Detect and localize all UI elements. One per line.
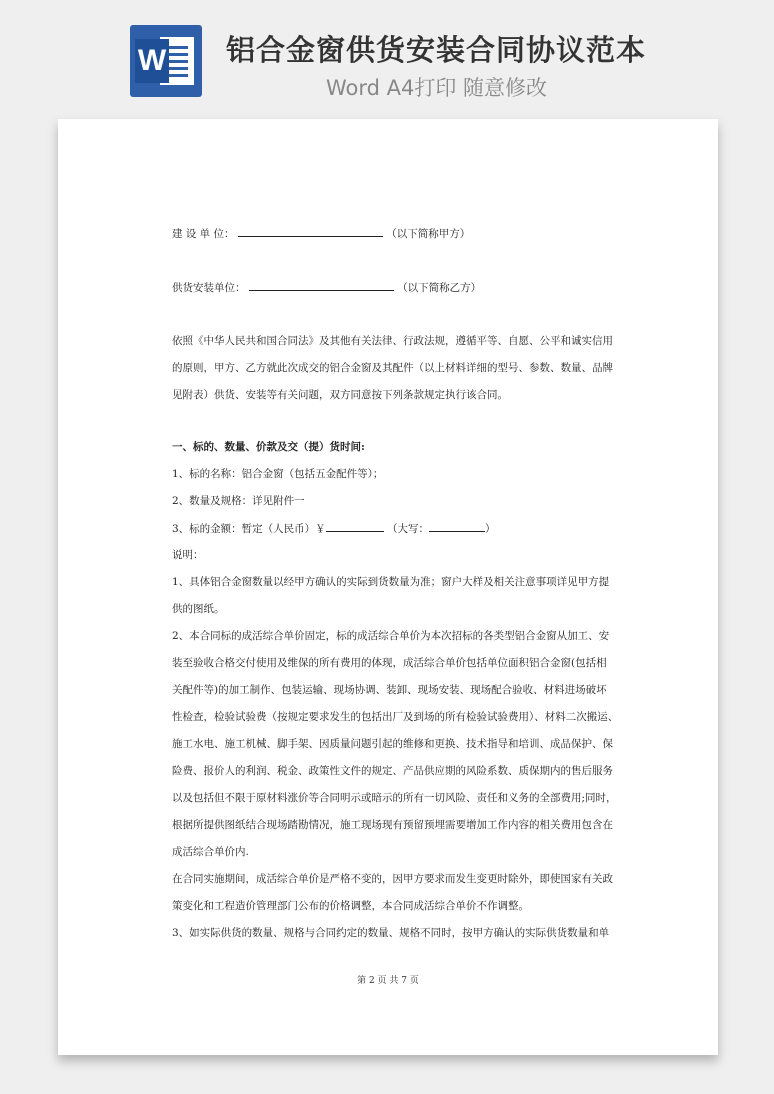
amount-words-blank[interactable]	[429, 520, 485, 532]
note-2-line: 成活综合单价内.	[172, 846, 249, 858]
note-1-line: 供的图纸。	[172, 603, 225, 615]
explain-label: 说明：	[172, 549, 204, 561]
note-3-line: 策变化和工程造价管理部门公布的价格调整，本合同成活综合单价不作调整。	[172, 900, 529, 912]
note-4-line: 3、如实际供货的数量、规格与合同约定的数量、规格不同时，按甲方确认的实际供货数量和单	[172, 927, 610, 939]
note-1-line: 1、具体铝合金窗数量以经甲方确认的实际到货数量为准；窗户大样及相关注意事项详见甲方提	[172, 576, 610, 588]
party-b-blank[interactable]	[249, 279, 394, 291]
note-2-line: 关配件等)的加工制作、包装运输、现场协调、装卸、现场安装、现场配合验收、材料进场破坏	[172, 684, 607, 696]
note-2-line: 险费、报价人的利润、税金、政策性文件的规定、产品供应期的风险系数、质保期内的售后服务	[172, 765, 613, 777]
intro-line: 依照《中华人民共和国合同法》及其他有关法律、行政法规，遵循平等、自愿、公平和诚实信用	[172, 335, 613, 347]
party-a-suffix: （以下简称甲方）	[386, 228, 471, 240]
party-a-label: 建 设 单 位：	[172, 228, 235, 240]
note-2-line: 装至验收合格交付使用及维保的所有费用的体现，成活综合单价包括单位面积铝合金窗(包括相	[172, 657, 607, 669]
note-2-line: 性检查，检验试验费（按规定要求发生的包括出厂及到场的所有检验试验费用）、材料二次搬运、	[172, 711, 619, 723]
note-3-line: 在合同实施期间，成活综合单价是严格不变的，因甲方要求而发生变更时除外，即使国家有关政	[172, 873, 613, 885]
item-2: 2、数量及规格：详见附件一	[172, 495, 305, 507]
party-b-line	[172, 279, 481, 295]
banner-header	[0, 0, 774, 112]
banner-subtitle: Word A4打印 随意修改	[326, 76, 548, 100]
party-b-label: 供货安装单位：	[172, 282, 246, 294]
page-footer: 第 2 页 共 7 页	[357, 976, 419, 986]
note-2-line: 2、本合同标的成活综合单价固定，标的成活综合单价为本次招标的各类型铝合金窗从加工、安	[172, 630, 610, 642]
section1-heading: 一、标的、数量、价款及交（提）货时间:	[172, 441, 365, 453]
banner-title: 铝合金窗供货安装合同协议范本	[226, 33, 647, 67]
note-2-line: 以及包括但不限于原材料涨价等合同明示或暗示的所有一切风险、责任和义务的全部费用;同时，	[172, 792, 617, 804]
item-3-mid: （大写：	[387, 523, 430, 535]
intro-line: 的原则，甲方、乙方就此次成交的铝合金窗及其配件（以上材料详细的型号、参数、数量、品牌	[172, 362, 613, 374]
word-doc-icon	[130, 25, 202, 97]
item-3	[172, 520, 496, 536]
note-2-line: 施工水电、施工机械、脚手架、因质量问题引起的维修和更换、技术指导和培训、成品保护、保	[172, 738, 613, 750]
amount-blank[interactable]	[326, 520, 384, 532]
item-3-suffix: ）	[485, 523, 496, 535]
party-a-line	[172, 225, 470, 241]
item-3-prefix: 3、标的金额：暂定（人民币）￥	[172, 523, 326, 535]
item-1: 1、标的名称：铝合金窗（包括五金配件等）；	[172, 468, 384, 480]
document-page	[58, 119, 718, 1055]
party-b-suffix: （以下简称乙方）	[397, 282, 482, 294]
note-2-line: 根据所提供图纸结合现场踏勘情况，施工现场现有预留预埋需要增加工作内容的相关费用包含在	[172, 819, 613, 831]
party-a-blank[interactable]	[238, 225, 383, 237]
word-icon-letter: W	[135, 39, 169, 83]
intro-line: 见附表）供货、安装等有关问题，双方同意按下列条款规定执行该合同。	[172, 389, 508, 401]
